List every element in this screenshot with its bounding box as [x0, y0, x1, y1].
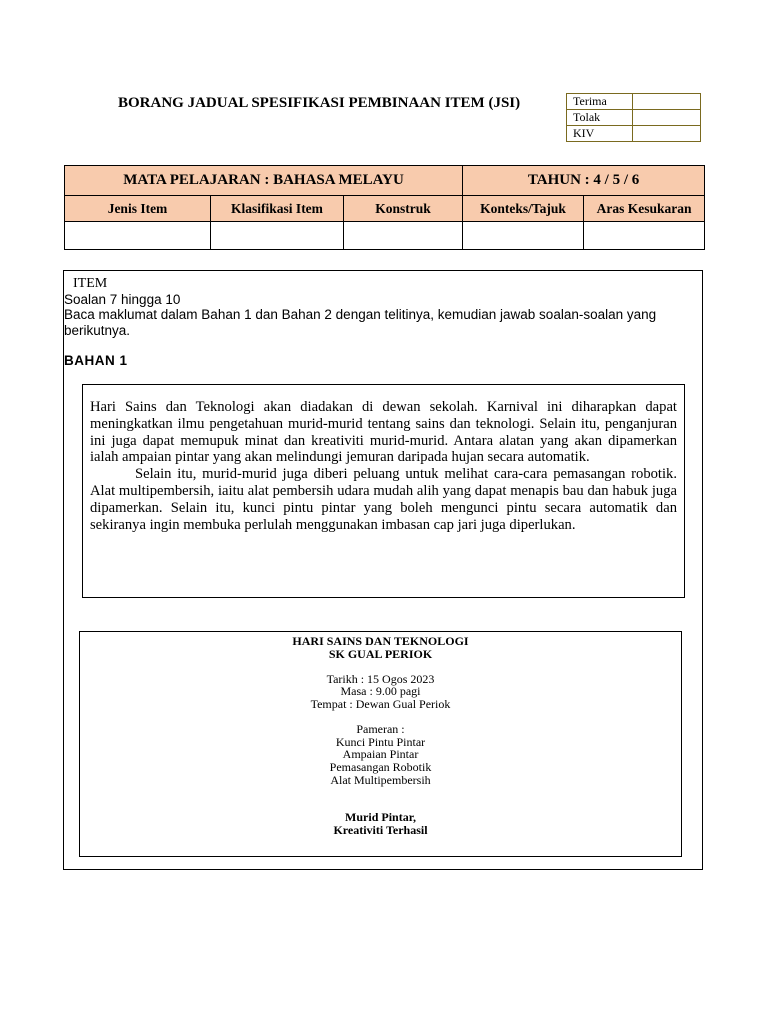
- status-field-tolak[interactable]: [633, 110, 701, 126]
- bahan-label: BAHAN 1: [64, 353, 128, 368]
- status-label-terima: Terima: [567, 94, 633, 110]
- instruction-text: Baca maklumat dalam Bahan 1 dan Bahan 2 dengan telitinya, kemudian jawab soalan-soalan yang berikutnya.: [64, 307, 657, 338]
- specification-table: [64, 165, 705, 250]
- poster-exhibit-item: Alat Multipembersih: [330, 772, 431, 787]
- konstruk-field[interactable]: [344, 222, 463, 250]
- status-label-tolak: Tolak: [567, 110, 633, 126]
- klasifikasi-item-field[interactable]: [211, 222, 344, 250]
- approval-status-box: [566, 93, 701, 142]
- column-header-klasifikasi-item: Klasifikasi Item: [211, 196, 344, 222]
- poster-title: HARI SAINS DAN TEKNOLOGI: [292, 634, 469, 648]
- jenis-item-field[interactable]: [65, 222, 211, 250]
- column-header-jenis-item: Jenis Item: [65, 196, 211, 222]
- bahan-1-passage-box: [82, 384, 685, 598]
- poster-slogan-line-1: Murid Pintar,: [345, 810, 416, 825]
- poster-school: SK GUAL PERIOK: [328, 646, 433, 661]
- question-range: Soalan 7 hingga 10: [64, 292, 181, 307]
- column-header-aras-kesukaran: Aras Kesukaran: [584, 196, 705, 222]
- passage-paragraph-1: Hari Sains dan Teknologi akan diadakan di dewan sekolah. Karnival ini diharapkan dapat meningkatkan ilmu pengetahuan murid-murid tentang sains dan teknologi. Selain itu, penganjuran ini juga dapat memupuk minat dan kreativiti murid-murid. Antara alatan yang akan dipamerkan ialah ampaian pintar yang akan melindungi jemuran daripada hujan secara automatik.: [90, 399, 677, 466]
- form-title: BORANG JADUAL SPESIFIKASI PEMBINAAN ITEM (JSI): [118, 95, 521, 111]
- year-cell: TAHUN : 4 / 5 / 6: [463, 166, 705, 196]
- aras-kesukaran-field[interactable]: [584, 222, 705, 250]
- column-header-konstruk: Konstruk: [344, 196, 463, 222]
- item-label: ITEM: [73, 276, 108, 291]
- status-field-terima[interactable]: [633, 94, 701, 110]
- poster-exhibit-item: Ampaian Pintar: [342, 747, 419, 762]
- event-poster-box: [79, 631, 682, 857]
- poster-time: Masa : 9.00 pagi: [340, 684, 421, 699]
- status-label-kiv: KIV: [567, 126, 633, 142]
- subject-cell: MATA PELAJARAN : BAHASA MELAYU: [65, 166, 463, 196]
- column-header-konteks-tajuk: Konteks/Tajuk: [463, 196, 584, 222]
- poster-exhibit-label: Pameran :: [356, 722, 405, 737]
- poster-exhibit-item: Kunci Pintu Pintar: [335, 734, 426, 749]
- poster-venue: Tempat : Dewan Gual Periok: [310, 696, 451, 711]
- konteks-tajuk-field[interactable]: [463, 222, 584, 250]
- item-box: [63, 270, 703, 870]
- poster-exhibit-item: Pemasangan Robotik: [329, 759, 432, 774]
- poster-slogan-line-2: Kreativiti Terhasil: [333, 822, 428, 837]
- status-field-kiv[interactable]: [633, 126, 701, 142]
- passage-paragraph-2: Selain itu, murid-murid juga diberi peluang untuk melihat cara-cara pemasangan robotik. Alat multipembersih, iaitu alat pembersih udara mudah alih yang dapat menapis bau dan habuk juga dipamerkan. Selain itu, kunci pintu pintar yang boleh mengunci pintu secara automatik dan sekiranya ingin membuka perlulah menggunakan imbasan cap jari juga diperlukan.: [90, 466, 677, 533]
- poster-date: Tarikh : 15 Ogos 2023: [326, 671, 435, 686]
